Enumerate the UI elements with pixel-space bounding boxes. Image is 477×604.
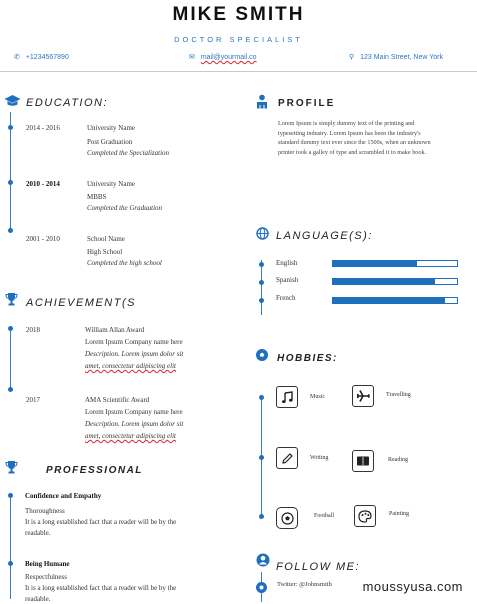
- achievements-heading: ACHIEVEMENT(S: [26, 297, 136, 309]
- professional-timeline: [10, 495, 11, 599]
- language-level-bar: [332, 297, 458, 304]
- achievement-title: William Allan Award: [85, 326, 145, 334]
- timeline-dot: [8, 125, 13, 130]
- skill-subtitle: Thoroughness: [25, 507, 65, 515]
- achievement-desc-line1: Description. Lorem ipsum dolor sit: [85, 420, 184, 428]
- watermark-text: moussyusa.com: [362, 579, 463, 594]
- header-divider: [0, 71, 477, 72]
- music-note-icon: [281, 391, 294, 404]
- address-contact: [349, 53, 443, 61]
- achievement-year: 2018: [26, 326, 40, 334]
- hobby-label: Painting: [389, 511, 410, 517]
- achievement-company: Lorem Ipsum Company name here: [85, 338, 183, 346]
- profile-text: [278, 119, 460, 157]
- envelope-icon: ✉: [189, 54, 195, 61]
- hobby-label: Football: [314, 513, 335, 519]
- timeline-dot: [8, 326, 13, 331]
- palette-icon: [358, 510, 372, 523]
- timeline-dot: [8, 387, 13, 392]
- hobby-icon-box: [354, 505, 376, 527]
- language-level-fill: [333, 279, 435, 284]
- person-name: MIKE SMITH: [172, 4, 305, 25]
- hobby-label: Reading: [388, 457, 408, 463]
- education-degree: Post Graduation: [87, 138, 133, 146]
- phone-text: +1234567890: [25, 54, 69, 61]
- profile-line: standard dummy text ever since the 1500s, when an unknown: [278, 139, 431, 146]
- profile-line: printer took a galley of type and scrambled it to make book.: [278, 148, 427, 156]
- person-role: DOCTOR SPECIALIST: [174, 35, 303, 44]
- language-name: French: [276, 294, 296, 302]
- achievement-desc-line2: amet, consectetur adipiscing elit: [85, 432, 176, 440]
- education-note: Completed the Specialization: [87, 149, 170, 157]
- languages-timeline: [261, 260, 262, 315]
- globe-icon: [256, 227, 269, 245]
- achievement-title: AMA Scientific Award: [85, 396, 150, 404]
- hobby-label: Music: [310, 394, 325, 400]
- achievements-timeline: [10, 328, 11, 390]
- professional-heading: PROFESSIONAL: [46, 465, 143, 473]
- education-note: Completed the high school: [87, 259, 162, 267]
- phone-contact: [14, 53, 69, 61]
- profile-line: Lorem Ipsum is simply dummy text of the printing and: [278, 120, 415, 127]
- timeline-dot: [259, 395, 264, 400]
- language-level-bar: [332, 260, 458, 267]
- football-icon: [255, 348, 269, 367]
- map-pin-icon: ⚲: [349, 54, 355, 61]
- hobby-icon-box: [276, 507, 298, 529]
- skill-title: Confidence and Empathy: [25, 492, 102, 500]
- skill-text-line2: readable.: [25, 595, 51, 603]
- profile-line: typesetting industry. Lorem Ipsum has been the industry's: [278, 129, 421, 137]
- timeline-dot: [8, 228, 13, 233]
- education-school: University Name: [87, 180, 136, 188]
- timeline-dot: [8, 493, 13, 498]
- hobby-label: Travelling: [386, 392, 411, 398]
- achievement-company: Lorem Ipsum Company name here: [85, 408, 183, 416]
- language-level-fill: [333, 298, 445, 303]
- follow-heading: FOLLOW ME:: [276, 561, 361, 573]
- language-level-bar: [332, 278, 458, 285]
- hobby-icon-box: [352, 385, 374, 407]
- phone-icon: ✆: [14, 54, 20, 61]
- pencil-icon: [281, 452, 294, 465]
- achievement-year: 2017: [26, 396, 40, 404]
- professional-heading-clip: [46, 465, 143, 473]
- skill-text-line1: It is a long established fact that a reader will be by the: [25, 518, 177, 526]
- timeline-dot: [8, 180, 13, 185]
- skill-text-line1: It is a long established fact that a reader will be by the: [25, 584, 177, 592]
- twitter-icon: [256, 580, 267, 598]
- airplane-icon: [356, 389, 370, 403]
- hobby-label: Writing: [310, 455, 329, 461]
- language-name: English: [276, 259, 298, 267]
- education-degree: MBBS: [87, 193, 107, 201]
- timeline-dot: [259, 455, 264, 460]
- book-icon: [356, 455, 370, 467]
- education-degree: High School: [87, 248, 123, 256]
- trophy-icon: [5, 292, 18, 311]
- hobby-icon-box: [276, 447, 298, 469]
- language-level-fill: [333, 261, 417, 266]
- education-note: Completed the Graduation: [87, 204, 163, 212]
- address-text: 123 Main Street, New York: [360, 54, 443, 61]
- hobby-icon-box: [276, 386, 298, 408]
- education-years: 2001 - 2010: [26, 235, 60, 243]
- timeline-dot: [259, 514, 264, 519]
- timeline-dot: [259, 298, 264, 303]
- education-years: 2014 - 2016: [26, 124, 60, 132]
- user-circle-icon: [256, 553, 270, 572]
- trophy-icon: [5, 460, 18, 479]
- email-contact: [189, 53, 257, 61]
- timeline-dot: [259, 280, 264, 285]
- twitter-handle[interactable]: Twitter: @Johnsmith: [277, 581, 332, 588]
- football-icon: [281, 512, 294, 525]
- hobbies-heading: HOBBIES:: [277, 353, 338, 364]
- graduation-cap-icon: [4, 94, 21, 112]
- language-name: Spanish: [276, 276, 299, 284]
- achievement-desc-line1: Description. Lorem ipsum dolor sit: [85, 350, 184, 358]
- education-school: University Name: [87, 124, 136, 132]
- languages-heading: LANGUAGE(S):: [276, 230, 373, 242]
- education-heading: EDUCATION:: [26, 97, 109, 109]
- achievement-desc-line2: amet, consectetur adipiscing elit: [85, 362, 176, 370]
- skill-title: Being Humane: [25, 560, 70, 568]
- timeline-dot: [259, 262, 264, 267]
- email-text: mail@yourmail.co: [200, 54, 257, 61]
- hobby-icon-box: [352, 450, 374, 472]
- profile-heading: PROFILE: [278, 98, 336, 109]
- education-years: 2010 - 2014: [26, 180, 60, 188]
- user-icon: [256, 94, 268, 114]
- skill-subtitle: Respectfulness: [25, 573, 67, 581]
- timeline-dot: [8, 561, 13, 566]
- education-school: School Name: [87, 235, 125, 243]
- skill-text-line2: readable.: [25, 529, 51, 537]
